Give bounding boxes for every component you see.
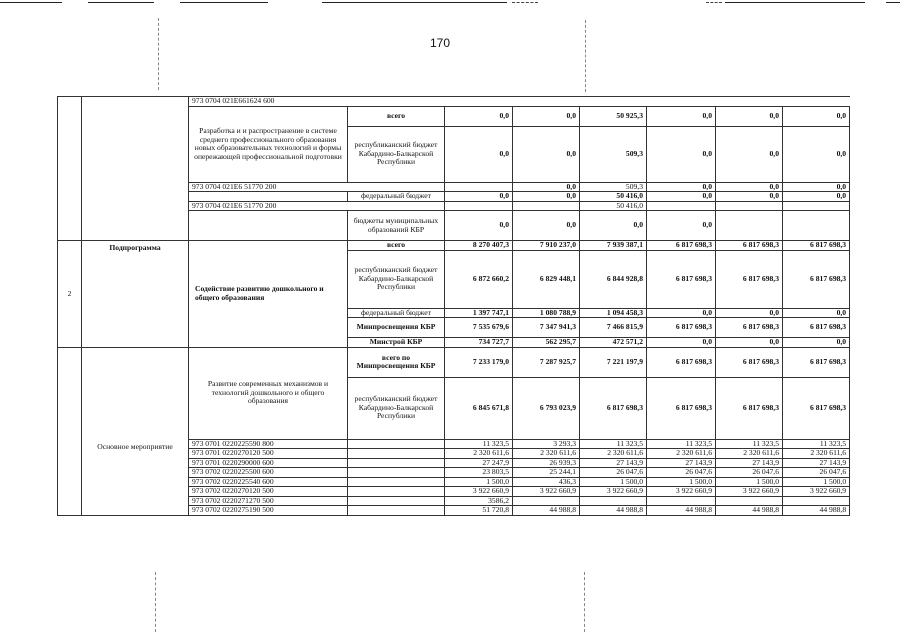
- value-cell: [445, 182, 513, 192]
- row-label: республиканский бюджет Кабардино-Балкарской Республики: [348, 250, 445, 308]
- value-cell: 7 939 387,1: [580, 241, 647, 251]
- binding-mark: [155, 572, 156, 632]
- value-cell: 6 817 698,3: [783, 241, 850, 251]
- value-cell: 0,0: [716, 126, 783, 182]
- value-cell: 6 817 698,3: [783, 377, 850, 439]
- value-cell: 472 571,2: [580, 338, 647, 348]
- row-label: Минстрой КБР: [348, 338, 445, 348]
- binding-mark: [158, 18, 159, 90]
- value-cell: 0,0: [513, 211, 580, 241]
- row-label: республиканский бюджет Кабардино-Балкарской Республики: [348, 126, 445, 182]
- value-cell: 0,0: [647, 338, 716, 348]
- value-cell: 11 323,5: [716, 439, 783, 449]
- value-cell: 27 143,9: [716, 458, 783, 468]
- value-cell: 11 323,5: [783, 439, 850, 449]
- value-cell: 50 416,0: [580, 192, 647, 202]
- value-cell: 0,0: [513, 182, 580, 192]
- row-label: бюджеты муниципальных образований КБР: [348, 211, 445, 241]
- row-label: всего: [348, 106, 445, 126]
- value-cell: 2 320 611,6: [647, 449, 716, 459]
- value-cell: 0,0: [647, 126, 716, 182]
- value-cell: 7 233 179,0: [445, 347, 513, 377]
- value-cell: [783, 201, 850, 211]
- value-cell: 0,0: [647, 106, 716, 126]
- value-cell: 0,0: [445, 106, 513, 126]
- value-cell: 0,0: [716, 308, 783, 318]
- value-cell: 2 320 611,6: [445, 449, 513, 459]
- binding-mark: [584, 572, 585, 632]
- measure-description: Разработка и и распространение в системе среднего профессионального образования новых образовательных технологий и формы опережающей профессиональной подготовки: [189, 106, 348, 182]
- row-label: федеральный бюджет: [348, 308, 445, 318]
- empty-cell: [348, 487, 445, 497]
- value-cell: 0,0: [445, 126, 513, 182]
- value-cell: 27 247,9: [445, 458, 513, 468]
- value-cell: 26 047,6: [580, 468, 647, 478]
- value-cell: 2 320 611,6: [716, 449, 783, 459]
- scan-edge-line: [512, 2, 538, 4]
- code-cell: 973 0702 0220225540 600: [189, 477, 348, 487]
- measure-type: Основное мероприятие: [82, 347, 189, 515]
- value-cell: 1 500,0: [783, 477, 850, 487]
- value-cell: 50 416,0: [580, 201, 647, 211]
- value-cell: 51 720,8: [445, 506, 513, 516]
- value-cell: 3 293,3: [513, 439, 580, 449]
- table-row: [58, 241, 850, 251]
- scan-edge-line: [886, 2, 900, 3]
- row-label: всего: [348, 241, 445, 251]
- value-cell: 26 047,6: [783, 468, 850, 478]
- empty-cell: [189, 192, 348, 202]
- value-cell: 6 817 698,3: [783, 250, 850, 308]
- code-cell: 973 0702 0220275190 500: [189, 506, 348, 516]
- value-cell: [716, 496, 783, 506]
- value-cell: 2 320 611,6: [580, 449, 647, 459]
- value-cell: 0,0: [783, 192, 850, 202]
- value-cell: [783, 496, 850, 506]
- value-cell: 44 988,8: [580, 506, 647, 516]
- value-cell: 6 817 698,3: [647, 241, 716, 251]
- code-cell: 973 0702 0220225500 600: [189, 468, 348, 478]
- value-cell: [513, 201, 580, 211]
- value-cell: 6 817 698,3: [716, 250, 783, 308]
- value-cell: 3 922 660,9: [647, 487, 716, 497]
- row-number: 2: [58, 241, 82, 348]
- value-cell: 26 047,6: [716, 468, 783, 478]
- value-cell: 7 466 815,9: [580, 318, 647, 338]
- value-cell: 27 143,9: [647, 458, 716, 468]
- value-cell: 509,3: [580, 182, 647, 192]
- value-cell: 6 817 698,3: [783, 318, 850, 338]
- number-cell: [58, 97, 82, 241]
- value-cell: 1 500,0: [716, 477, 783, 487]
- value-cell: 0,0: [513, 106, 580, 126]
- code-cell: 973 0701 0220290000 600: [189, 458, 348, 468]
- value-cell: 26 047,6: [647, 468, 716, 478]
- value-cell: 6 817 698,3: [716, 241, 783, 251]
- row-label: федеральный бюджет: [348, 192, 445, 202]
- binding-mark: [585, 20, 586, 92]
- value-cell: 0,0: [647, 308, 716, 318]
- value-cell: 1 500,0: [647, 477, 716, 487]
- value-cell: 436,3: [513, 477, 580, 487]
- value-cell: 1 094 458,3: [580, 308, 647, 318]
- number-cell: [58, 347, 82, 515]
- value-cell: 44 988,8: [647, 506, 716, 516]
- row-label: республиканский бюджет Кабардино-Балкарской Республики: [348, 377, 445, 439]
- scan-edge-line: [322, 2, 507, 3]
- empty-cell: [348, 439, 445, 449]
- code-cell: 973 0702 0220270120 500: [189, 487, 348, 497]
- code-cell: 973 0701 0220225590 800: [189, 439, 348, 449]
- value-cell: 0,0: [716, 192, 783, 202]
- value-cell: 0,0: [513, 126, 580, 182]
- value-cell: 6 817 698,3: [716, 377, 783, 439]
- page-number: 170: [429, 36, 451, 50]
- value-cell: 23 803,5: [445, 468, 513, 478]
- scan-edge-line: [0, 2, 62, 3]
- value-cell: [647, 496, 716, 506]
- value-cell: 44 988,8: [716, 506, 783, 516]
- value-cell: 1 500,0: [580, 477, 647, 487]
- value-cell: 6 817 698,3: [580, 377, 647, 439]
- value-cell: 734 727,7: [445, 338, 513, 348]
- value-cell: 6 817 698,3: [647, 377, 716, 439]
- value-cell: [580, 496, 647, 506]
- row-label: Минпросвещения КБР: [348, 318, 445, 338]
- value-cell: 3 922 660,9: [513, 487, 580, 497]
- scan-edge-line: [88, 2, 154, 3]
- value-cell: 27 143,9: [580, 458, 647, 468]
- code-cell: 973 0704 021E661624 600: [189, 97, 850, 107]
- value-cell: 44 988,8: [783, 506, 850, 516]
- value-cell: 0,0: [783, 106, 850, 126]
- value-cell: 0,0: [513, 192, 580, 202]
- value-cell: [513, 496, 580, 506]
- value-cell: 0,0: [783, 182, 850, 192]
- value-cell: 7 287 925,7: [513, 347, 580, 377]
- scan-edge-line: [706, 2, 722, 4]
- row-label: всего по Минпросвещения КБР: [348, 347, 445, 377]
- value-cell: [716, 211, 783, 241]
- value-cell: 6 793 023,9: [513, 377, 580, 439]
- value-cell: 11 323,5: [647, 439, 716, 449]
- empty-cell: [348, 477, 445, 487]
- value-cell: 6 829 448,1: [513, 250, 580, 308]
- value-cell: 6 817 698,3: [783, 347, 850, 377]
- value-cell: 1 080 788,9: [513, 308, 580, 318]
- value-cell: 2 320 611,6: [513, 449, 580, 459]
- empty-cell: [348, 496, 445, 506]
- value-cell: 6 817 698,3: [647, 250, 716, 308]
- value-cell: 3 922 660,9: [783, 487, 850, 497]
- value-cell: 1 397 747,1: [445, 308, 513, 318]
- value-cell: 3 922 660,9: [445, 487, 513, 497]
- value-cell: 0,0: [445, 192, 513, 202]
- table-row: [58, 347, 850, 377]
- value-cell: 7 535 679,6: [445, 318, 513, 338]
- subprogram-type: Подпрограмма: [82, 241, 189, 348]
- value-cell: 0,0: [783, 338, 850, 348]
- value-cell: 0,0: [716, 106, 783, 126]
- code-cell: 973 0702 0220271270 500: [189, 496, 348, 506]
- value-cell: 11 323,5: [445, 439, 513, 449]
- value-cell: 0,0: [783, 308, 850, 318]
- value-cell: [647, 201, 716, 211]
- value-cell: 0,0: [716, 182, 783, 192]
- value-cell: 7 910 237,0: [513, 241, 580, 251]
- value-cell: 7 347 941,3: [513, 318, 580, 338]
- value-cell: 0,0: [647, 182, 716, 192]
- value-cell: 0,0: [647, 211, 716, 241]
- value-cell: [445, 201, 513, 211]
- value-cell: 44 988,8: [513, 506, 580, 516]
- value-cell: 2 320 611,6: [783, 449, 850, 459]
- value-cell: 6 817 698,3: [647, 318, 716, 338]
- measure-description: Развитие современных механизмов и технологий дошкольного и общего образования: [189, 347, 348, 439]
- type-cell: [82, 97, 189, 241]
- code-cell: 973 0704 021E6 51770 200: [189, 182, 445, 192]
- table-row: [58, 97, 850, 107]
- scan-edge-line: [180, 2, 268, 3]
- value-cell: 26 939,3: [513, 458, 580, 468]
- value-cell: 6 845 671,8: [445, 377, 513, 439]
- value-cell: 6 872 660,2: [445, 250, 513, 308]
- value-cell: 0,0: [716, 338, 783, 348]
- value-cell: 0,0: [445, 211, 513, 241]
- value-cell: 0,0: [580, 211, 647, 241]
- value-cell: 1 500,0: [445, 477, 513, 487]
- value-cell: 6 844 928,8: [580, 250, 647, 308]
- value-cell: 50 925,3: [580, 106, 647, 126]
- value-cell: 7 221 197,9: [580, 347, 647, 377]
- value-cell: [716, 201, 783, 211]
- value-cell: [783, 211, 850, 241]
- budget-table: [57, 96, 850, 516]
- value-cell: 6 817 698,3: [716, 347, 783, 377]
- value-cell: 562 295,7: [513, 338, 580, 348]
- scan-edge-line: [725, 2, 865, 3]
- value-cell: 3 922 660,9: [580, 487, 647, 497]
- value-cell: 6 817 698,3: [716, 318, 783, 338]
- value-cell: 27 143,9: [783, 458, 850, 468]
- empty-cell: [348, 449, 445, 459]
- empty-cell: [348, 506, 445, 516]
- empty-cell: [189, 211, 348, 241]
- value-cell: 8 270 407,3: [445, 241, 513, 251]
- value-cell: 0,0: [647, 192, 716, 202]
- value-cell: 6 817 698,3: [647, 347, 716, 377]
- value-cell: 3586,2: [445, 496, 513, 506]
- empty-cell: [348, 458, 445, 468]
- value-cell: 509,3: [580, 126, 647, 182]
- code-cell: 973 0701 0220270120 500: [189, 449, 348, 459]
- value-cell: 25 244,1: [513, 468, 580, 478]
- subprogram-title: Содействие развитию дошкольного и общего образования: [189, 241, 348, 348]
- value-cell: 11 323,5: [580, 439, 647, 449]
- value-cell: 3 922 660,9: [716, 487, 783, 497]
- value-cell: 0,0: [783, 126, 850, 182]
- code-cell: 973 0704 021E6 51770 200: [189, 201, 445, 211]
- empty-cell: [348, 468, 445, 478]
